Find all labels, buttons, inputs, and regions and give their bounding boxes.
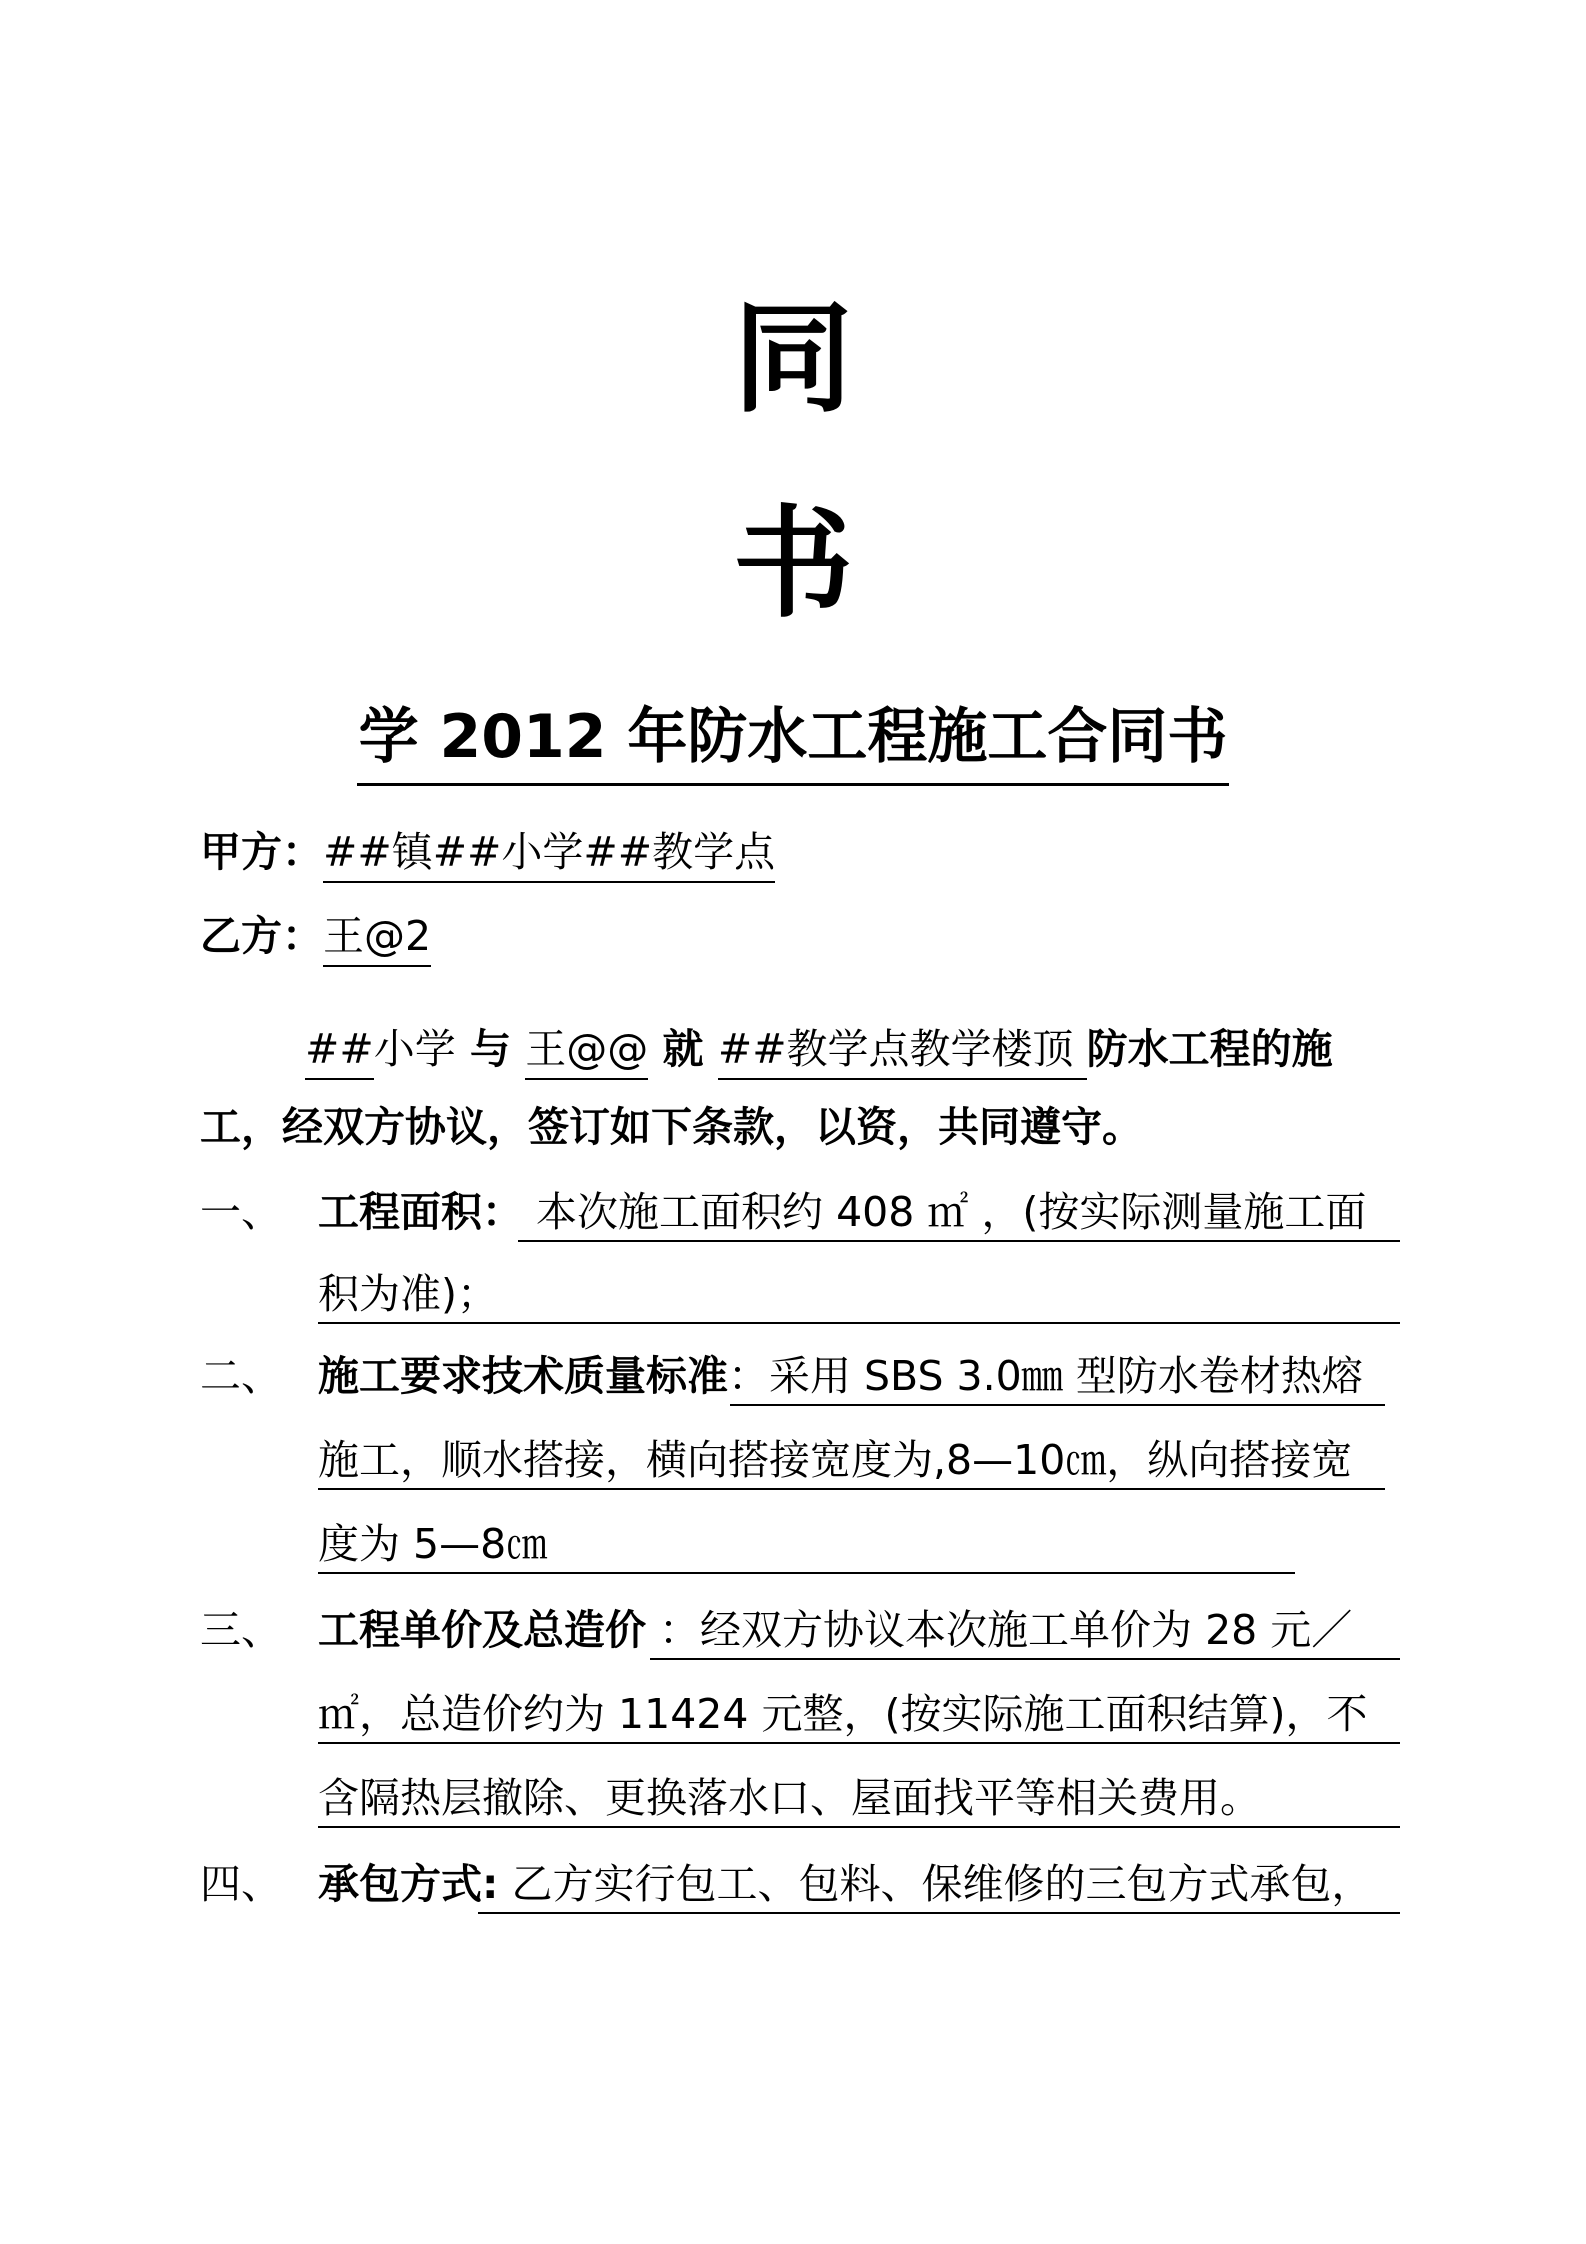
clause-1-underline-2 (318, 1322, 1400, 1324)
clause-2-underline-3 (318, 1572, 1295, 1574)
clause-2-text-2: 施工，顺水搭接，横向搭接宽度为,8—10㎝，纵向搭接宽 (318, 1436, 1353, 1484)
party-a-label: 甲方： (200, 828, 323, 876)
party-a-value: ##镇##小学##教学点 (323, 828, 775, 883)
party-a (200, 828, 775, 877)
document-title-wrap (0, 700, 1586, 786)
clause-2-underline-1 (730, 1404, 1385, 1406)
clause-3-line-1 (318, 1606, 1352, 1655)
party-b-label: 乙方： (200, 912, 323, 960)
clause-1-title: 工程面积： (318, 1188, 523, 1236)
clause-1-num: 一、 (200, 1188, 282, 1236)
clause-1-underline-1 (518, 1240, 1400, 1242)
document-title: 学 2012 年防水工程施工合同书 (357, 700, 1230, 786)
intro-and: 与 (455, 1025, 526, 1073)
header-char-1: 同 (733, 290, 853, 429)
clause-1-line-1 (318, 1188, 1366, 1237)
intro-regarding: 就 (648, 1025, 718, 1073)
header-char-2: 书 (733, 495, 853, 634)
intro-line-1 (305, 1025, 1333, 1074)
party-b-value: 王@2 (323, 912, 431, 967)
clause-2-text-3: 度为 5—8㎝ (318, 1520, 548, 1568)
clause-3-underline-2 (318, 1742, 1400, 1744)
clause-3-text-1: ：经双方协议本次施工单价为 28 元／ (646, 1606, 1353, 1654)
intro-line-2: 工，经双方协议，签订如下条款，以资，共同遵守。 (200, 1103, 1143, 1151)
clause-2-line-1 (318, 1352, 1363, 1401)
clause-2-title: 施工要求技术质量标准 (318, 1352, 728, 1400)
clause-4-num: 四、 (200, 1860, 282, 1908)
clause-3-underline-1 (650, 1658, 1400, 1660)
party-b (200, 912, 431, 961)
intro-project: 防水工程的施 (1086, 1025, 1333, 1073)
intro-school-mark: ## (305, 1025, 374, 1080)
clause-3-num: 三、 (200, 1606, 282, 1654)
clause-1-text-1: 本次施工面积约 408 ㎡ ，(按实际测量施工面 (523, 1188, 1367, 1236)
clause-4-text-1: 乙方实行包工、包料、保维修的三包方式承包， (498, 1860, 1373, 1908)
clause-4-title: 承包方式: (318, 1860, 499, 1908)
clause-3-title: 工程单价及总造价 (318, 1606, 646, 1654)
clause-2-underline-2 (318, 1488, 1385, 1490)
clause-4-line-1 (318, 1860, 1372, 1909)
clause-1-text-2: 积为准)； (318, 1270, 498, 1318)
clause-3-text-3: 含隔热层撤除、更换落水口、屋面找平等相关费用。 (318, 1774, 1261, 1822)
clause-4-underline-1 (478, 1912, 1400, 1914)
intro-contractor: 王@@ (525, 1025, 648, 1080)
clause-2-text-1: ：采用 SBS 3.0㎜ 型防水卷材热熔 (728, 1352, 1363, 1400)
clause-3-underline-3 (318, 1826, 1400, 1828)
clause-2-num: 二、 (200, 1352, 282, 1400)
clause-3-text-2: ㎡，总造价约为 11424 元整，(按实际施工面积结算)，不 (318, 1690, 1368, 1738)
intro-location: ##教学点教学楼顶 (718, 1025, 1087, 1080)
intro-school: 小学 (373, 1025, 456, 1073)
